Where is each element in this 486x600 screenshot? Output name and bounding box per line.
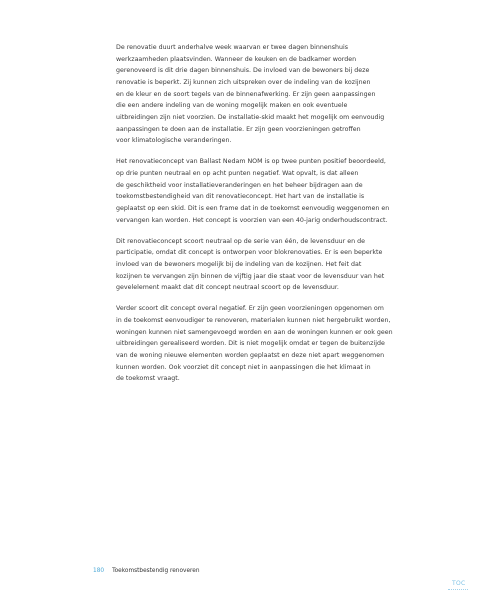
- paragraph: [116, 303, 416, 385]
- text-line: gevelelement maakt dat dit concept neutraal scoort op de levensduur.: [116, 284, 339, 292]
- page-footer: [93, 567, 200, 575]
- page-number: 180: [93, 568, 105, 574]
- text-line: geplaatst op een skid. Dit is een frame dat in de toekomst eenvoudig weggenomen en: [116, 204, 390, 212]
- text-line: participatie, omdat dit concept is ontworpen voor blokrenovaties. Er is een beperkte: [116, 249, 383, 257]
- text-line: aanpassingen te doen aan de installatie. Er zijn geen voorzieningen getroffen: [116, 125, 361, 133]
- text-line: uitbreidingen zijn niet voorzien. De installatie-skid maakt het mogelijk om eenvoudig: [116, 113, 385, 121]
- text-line: de geschiktheid voor installatieveranderingen en het beheer bijdragen aan de: [116, 181, 363, 189]
- text-line: invloed van de bewoners mogelijk bij de indeling van de kozijnen. Het feit dat: [116, 260, 362, 268]
- text-line: vervangen kan worden. Het concept is voorzien van een 40-jarig onderhoudscontract.: [116, 216, 388, 224]
- text-line: toekomstbestendigheid van dit renovatieconcept. Het hart van de installatie is: [116, 193, 365, 201]
- running-title: Toekomstbestendig renoveren: [112, 568, 200, 574]
- text-line: woningen kunnen niet samengevoegd worden en aan de woningen kunnen er ook geen: [116, 328, 393, 336]
- toc-underline: [448, 589, 468, 590]
- text-line: Dit renovatieconcept scoort neutraal op de serie van één, de levensduur en de: [116, 237, 366, 245]
- text-line: Het renovatieconcept van Ballast Nedam NOM is op twee punten positief beoordeeld,: [116, 158, 386, 166]
- paragraph: [116, 42, 416, 147]
- paragraph: [116, 236, 416, 294]
- toc-link[interactable]: TOC: [452, 580, 466, 587]
- text-line: in de toekomst eenvoudiger te renoveren, materialen kunnen niet hergebruikt worden,: [116, 316, 391, 324]
- text-line: kozijnen te vervangen zijn binnen de vijftig jaar die staat voor de levensduur van het: [116, 272, 385, 280]
- text-line: van de woning nieuwe elementen worden geplaatst en deze niet apart weggenomen: [116, 351, 385, 359]
- text-line: werkzaamheden plaatsvinden. Wanneer de keuken en de badkamer worden: [116, 55, 357, 63]
- text-line: gerenoveerd is dit drie dagen binnenshuis. De invloed van de bewoners bij deze: [116, 67, 370, 75]
- text-line: renovatie is beperkt. Zij kunnen zich uitspreken over de indeling van de kozijnen: [116, 78, 371, 86]
- text-line: kunnen worden. Ook voorziet dit concept niet in aanpassingen die het klimaat in: [116, 363, 371, 371]
- text-line: De renovatie duurt anderhalve week waarvan er twee dagen binnenshuis: [116, 44, 349, 51]
- text-line: uitbreidingen gerealiseerd worden. Dit is niet mogelijk omdat er tegen de buitenzijde: [116, 340, 385, 348]
- body-text: [116, 42, 416, 394]
- text-line: en de kleur en de soort tegels van de binnenafwerking. Er zijn geen aanpassingen: [116, 90, 376, 98]
- text-line: op drie punten neutraal en op acht punten negatief. Wat opvalt, is dat alleen: [116, 169, 359, 177]
- text-line: de toekomst vraagt.: [116, 375, 180, 383]
- text-line: Verder scoort dit concept overal negatief. Er zijn geen voorzieningen opgenomen om: [116, 305, 384, 313]
- text-line: voor klimatologische veranderingen.: [116, 137, 232, 145]
- paragraph: [116, 156, 416, 226]
- text-line: die een andere indeling van de woning mogelijk maken en ook eventuele: [116, 102, 348, 110]
